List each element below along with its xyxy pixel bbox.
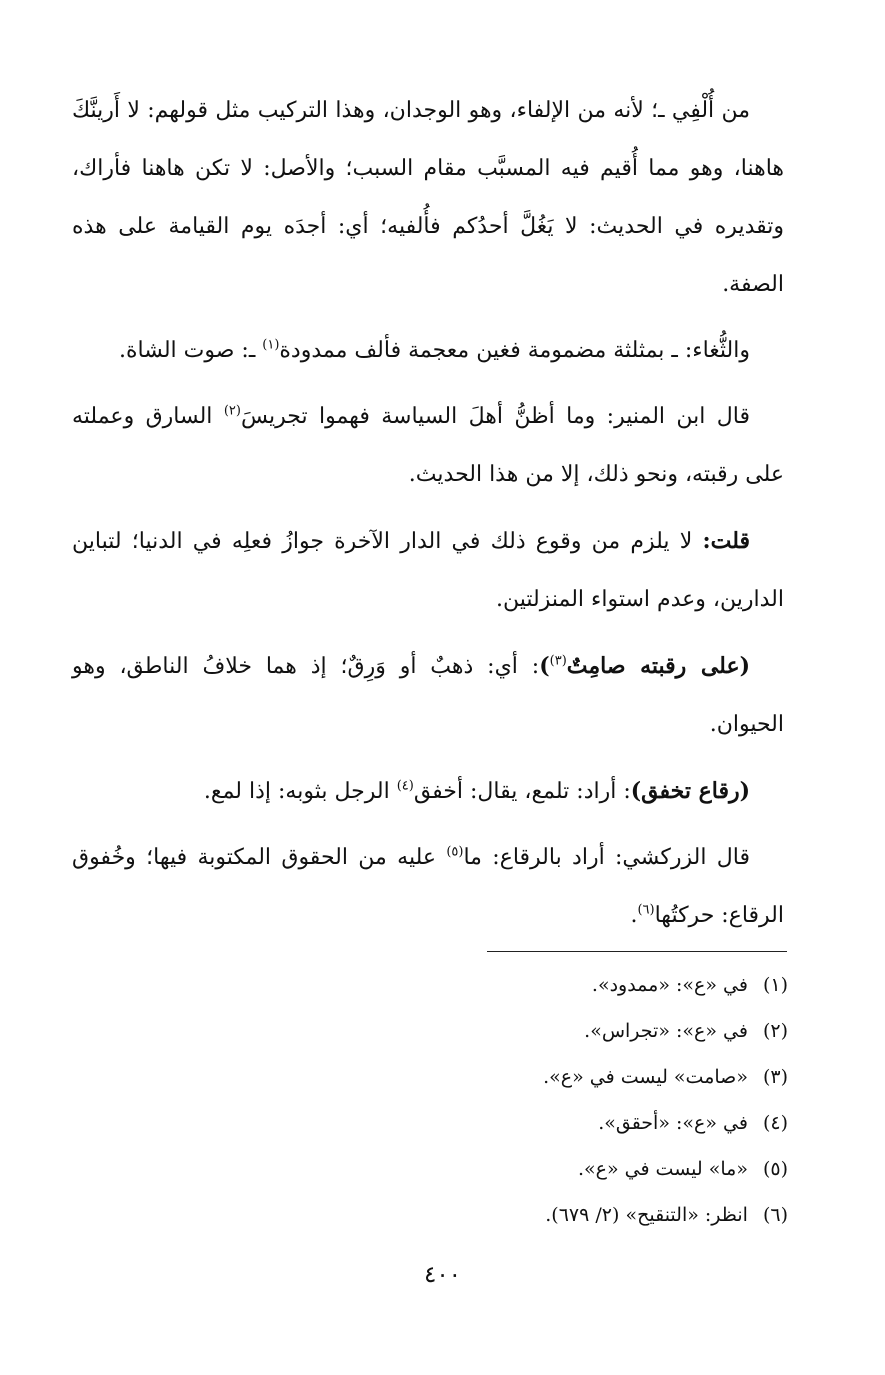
footnote-1-text: في «ع»: «ممدود». [591,974,748,996]
paragraph-7 [72,829,784,945]
footnote-3-text: «صامت» ليست في «ع». [543,1066,748,1088]
footnote-ref-4: (٤) [396,778,414,794]
footnote-4-number: (٤) [762,1112,788,1134]
footnotes-list [300,962,788,1238]
paragraph-4-text: لا يلزم من وقوع ذلك في الدار الآخرة جوازُ فعلِه في الدنيا؛ لتباين الدارين، وعدم استواء المنزلتين. [72,529,784,612]
footnote-ref-3: (٣) [549,653,567,669]
paragraph-2-text-b: ـ: صوت الشاة. [119,338,263,363]
paragraph-7-text-a: قال الزركشي: أراد بالرقاع: ما [463,845,750,870]
paragraph-5-lead: (على رقبته صامِتٌ [566,653,750,679]
footnote-6-number: (٦) [762,1204,788,1226]
footnote-ref-5: (٥) [446,844,464,860]
footnote-5-number: (٥) [762,1158,788,1180]
main-text [72,82,784,953]
paragraph-6 [72,762,784,821]
page-number: ٤٠٠ [423,1262,462,1288]
paragraph-6-text-b: الرجل بثوبه: إذا لمع. [203,779,397,804]
paragraph-6-text-a: : أراد: تلمع، يقال: أخفق [413,779,631,804]
footnote-ref-1: (١) [262,337,280,353]
paragraph-3-text-b: السارق وعملته على رقبته، ونحو ذلك، إلا من هذا الحديث. [72,404,784,487]
footnote-1-number: (١) [762,974,788,996]
footnote-5-text: «ما» ليست في «ع». [577,1158,748,1180]
paragraph-4 [72,512,784,629]
footnote-2 [300,1008,788,1054]
paragraph-3 [72,388,784,504]
footnote-4-text: في «ع»: «أحقق». [598,1112,748,1134]
footnote-ref-2: (٢) [223,403,241,419]
footnote-5 [300,1146,788,1192]
footnote-6 [300,1192,788,1238]
paragraph-5-lead-close: ) [539,653,550,679]
paragraph-6-lead: (رقاع تخفق) [630,778,750,804]
paragraph-4-lead: قلت: [702,528,750,554]
footnote-6-text: انظر: «التنقيح» (٢/ ٦٧٩). [545,1204,748,1226]
footnote-2-number: (٢) [762,1020,788,1042]
footnote-3 [300,1054,788,1100]
footnote-1 [300,962,788,1008]
footnote-4 [300,1100,788,1146]
paragraph-3-text-a: قال ابن المنير: وما أظنُّ أهلَ السياسة فهموا تجريسَ [240,404,750,429]
paragraph-7-text-c: . [630,903,638,928]
paragraph-2 [72,322,784,380]
paragraph-5 [72,637,784,754]
footnote-3-number: (٣) [762,1066,788,1088]
paragraph-7-text-b: عليه من الحقوق المكتوبة فيها؛ وخُفوق الرقاع: حركتُها [72,845,784,928]
paragraph-1-text: من أُلْفِي ـ؛ لأنه من الإلفاء، وهو الوجدان، وهذا التركيب مثل قولهم: لا أَرينَّكَ هاهنا، وهو مما أُقيم فيه المسبَّب مقام السبب؛ والأصل: لا تكن هاهنا فأراك، وتقديره في الحديث: لا يَغُلَّ أحدُكم فأُلفيه؛ أي: أجدَه يوم القيامة على هذه الصفة. [72,98,784,297]
footnote-2-text: في «ع»: «تجراس». [584,1020,748,1042]
paragraph-2-text-a: والثُّغاء: ـ بمثلثة مضمومة فغين معجمة فألف ممدودة [279,338,750,363]
footnote-ref-6: (٦) [637,902,655,918]
paragraph-5-text: : أي: ذهبٌ أو وَرِقٌ؛ إذ هما خلافُ الناطق، وهو الحيوان. [72,654,784,737]
footnote-divider [487,951,787,952]
paragraph-1 [72,82,784,314]
